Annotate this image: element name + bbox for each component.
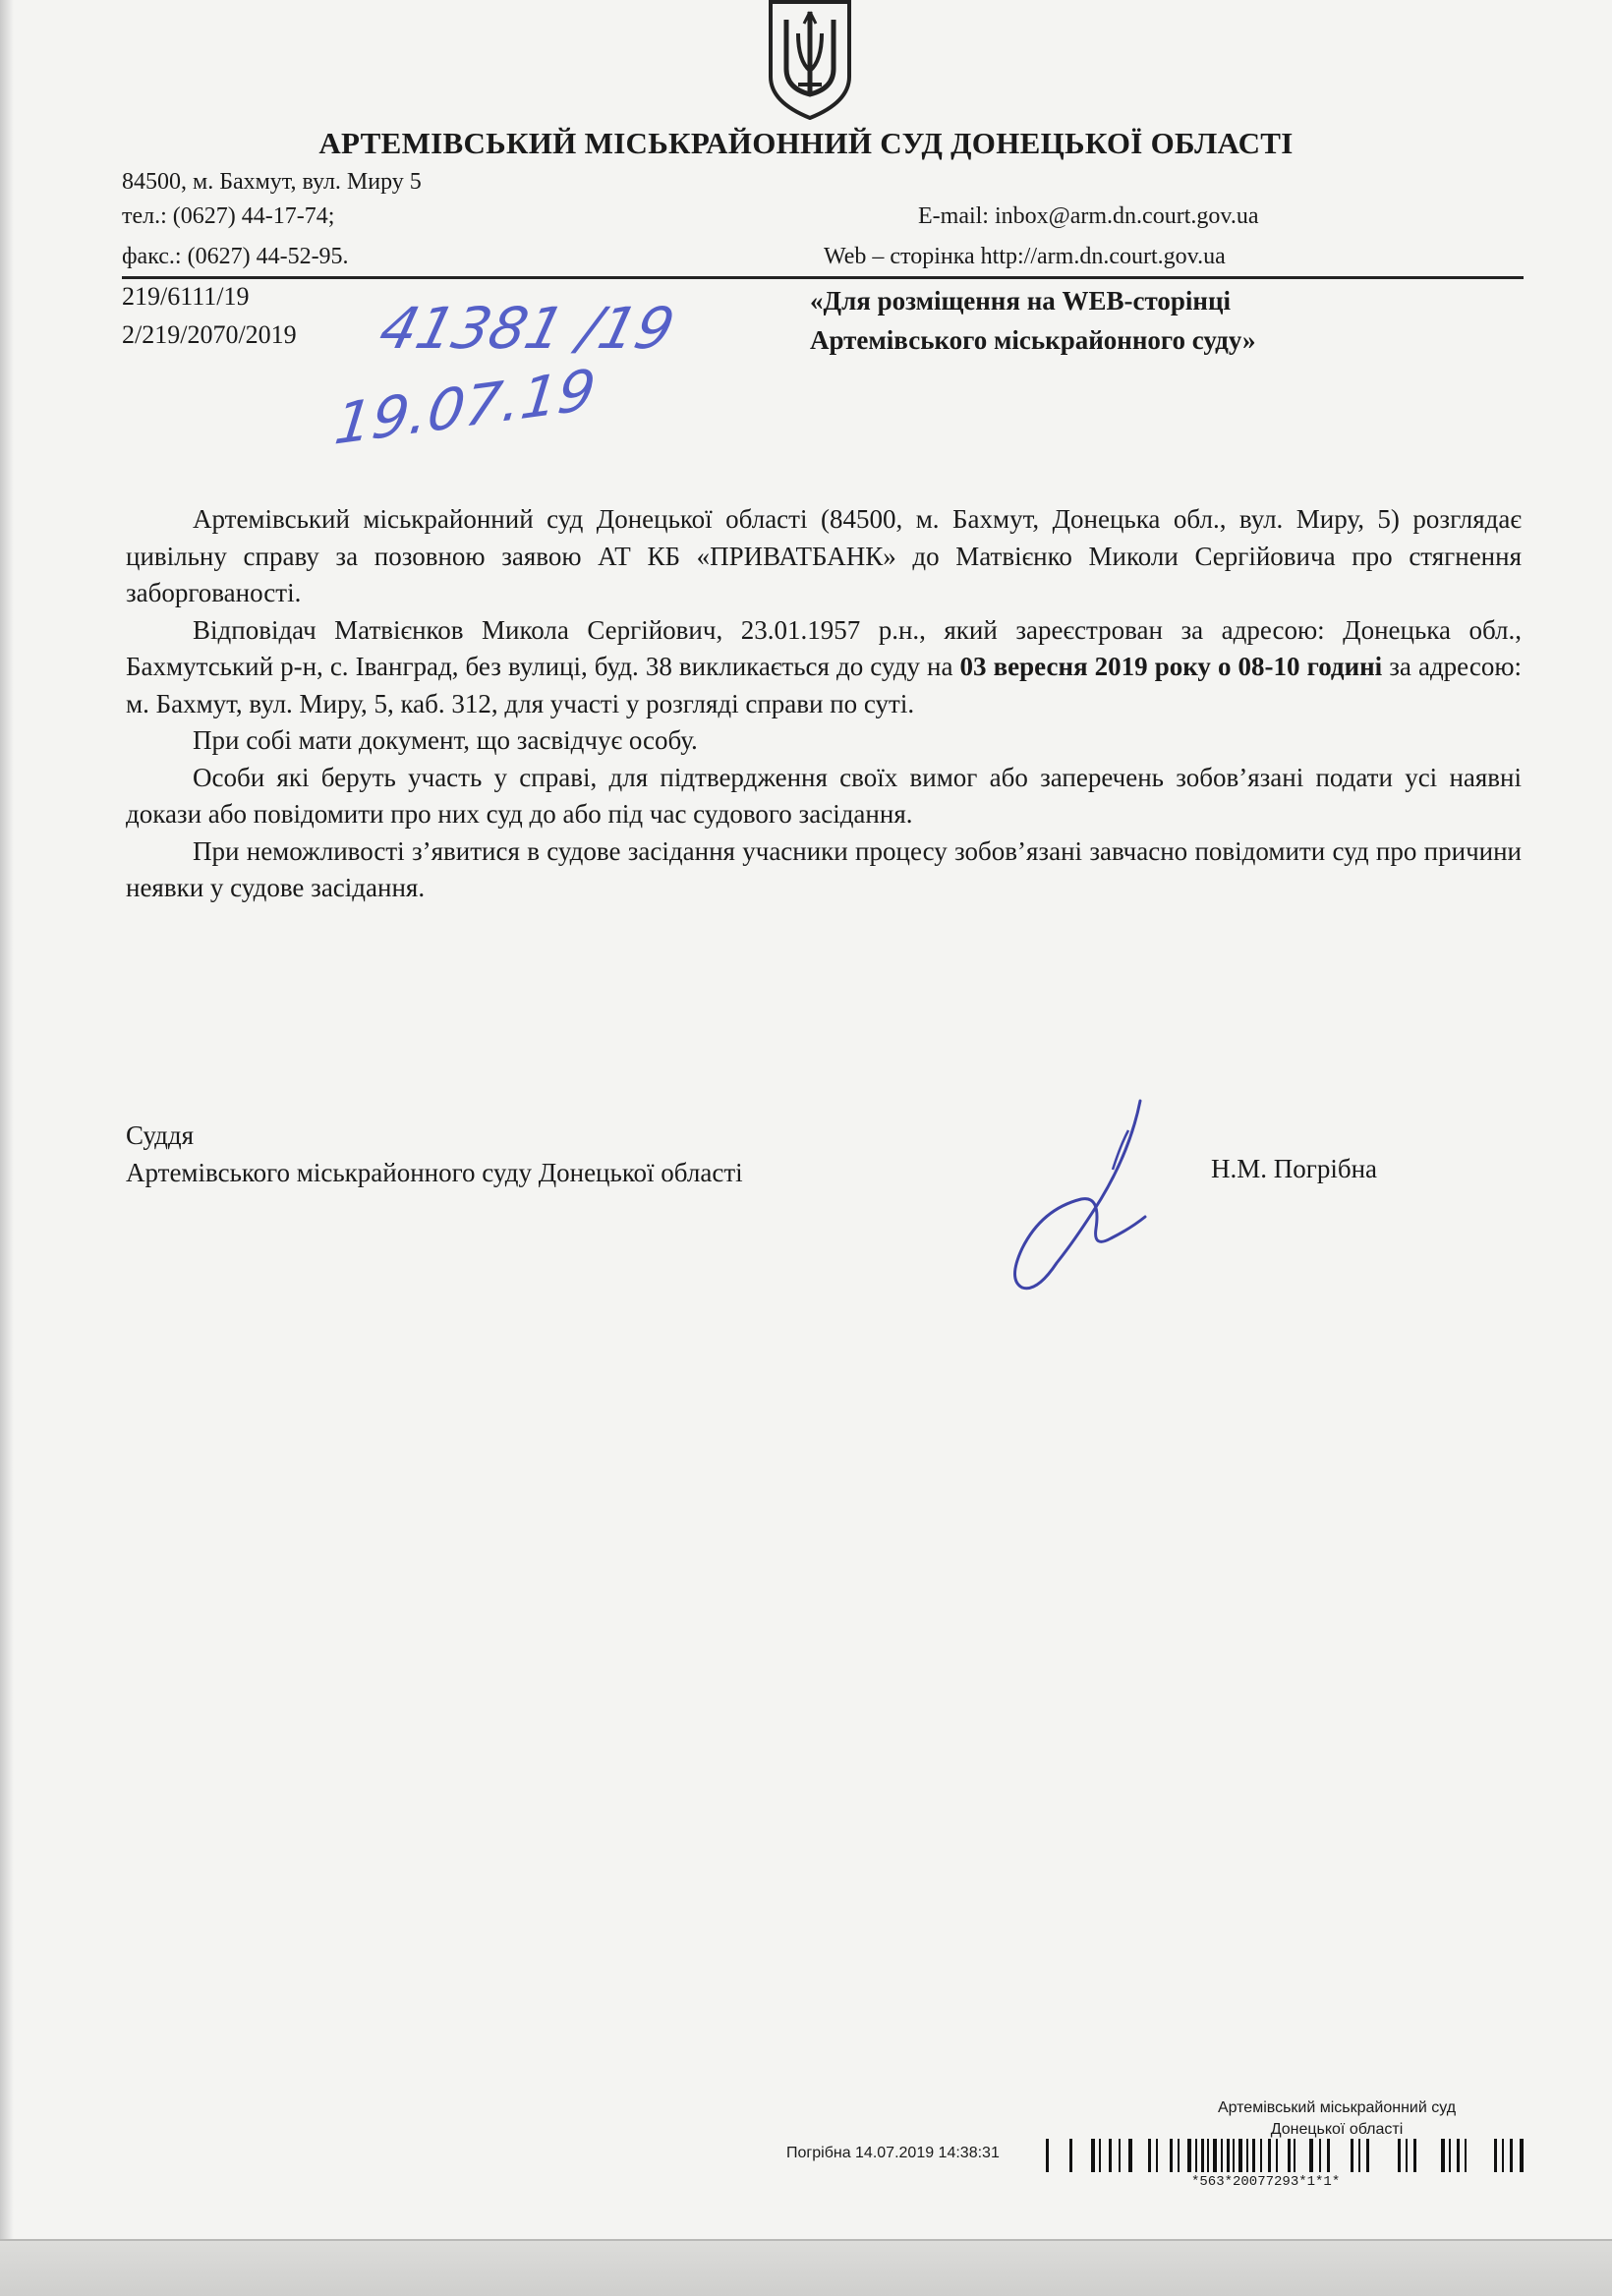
paragraph-summons bbox=[126, 612, 1522, 723]
scan-edge-shadow bbox=[0, 0, 14, 2294]
hearing-date: 03 вересня 2019 року о 08-10 годині bbox=[959, 652, 1383, 681]
court-address: 84500, м. Бахмут, вул. Миру 5 bbox=[122, 169, 422, 195]
paragraph-case-description: Артемівський міськрайонний суд Донецької області (84500, м. Бахмут, Донецька обл., вул. Миру, 5) розглядає цивільну справу за позовною заявою АТ КБ «ПРИВАТБАНК» до Матвієнко Миколи Сергійовича про стягнення заборгованості. bbox=[126, 504, 1522, 607]
barcode-text: *563*20077293*1*1* bbox=[1191, 2174, 1341, 2190]
e-stamp-court-line-1: Артемівський міськрайонний суд bbox=[1217, 2099, 1457, 2116]
web-publication-note bbox=[810, 281, 1256, 360]
court-fax: факс.: (0627) 44-52-95. bbox=[122, 244, 349, 269]
handwritten-signature bbox=[983, 1091, 1180, 1307]
court-web: Web – сторінка http://arm.dn.court.gov.ua bbox=[824, 244, 1226, 269]
scan-bottom-edge bbox=[0, 2239, 1612, 2296]
paragraph-id-document: При собі мати документ, що засвідчує особу. bbox=[193, 725, 698, 755]
notice-body bbox=[126, 501, 1522, 907]
e-stamp-court bbox=[1081, 2097, 1592, 2141]
court-phone: тел.: (0627) 44-17-74; bbox=[122, 203, 335, 229]
e-stamp-signature: Погрібна 14.07.2019 14:38:31 bbox=[786, 2145, 1000, 2161]
judge-title: Суддя bbox=[126, 1120, 195, 1150]
summons-text-start: Відповідач Матвієнков Микола Сергійович, 23.01.1957 р.н., який зареєстрован за адресою: Донецька обл., Бахмутський р-н, с. Іванград, без вулиці, буд. 38 викликається до суду на bbox=[126, 614, 1522, 681]
summons-text-end: за адресою: м. Бахмут, вул. Миру, 5, каб. 312, для участі у розгляді справи по суті. bbox=[126, 652, 1522, 718]
judge-court: Артемівського міськрайонного суду Донецької області bbox=[126, 1158, 743, 1187]
court-title: АРТЕМІВСЬКИЙ МІСЬКРАЙОННИЙ СУД ДОНЕЦЬКОЇ ОБЛАСТІ bbox=[318, 126, 1294, 160]
signature-block bbox=[126, 1117, 743, 1191]
trident-emblem-icon bbox=[763, 0, 857, 120]
barcode-icon bbox=[1046, 2139, 1527, 2172]
paragraph-absence: При неможливості з’явитися в судове засідання учасники процесу зобов’язані завчасно повідомити суд про причини неявки у судове засідання. bbox=[126, 835, 1522, 902]
e-stamp-court-line-2: Донецької області bbox=[1270, 2121, 1404, 2138]
header-rule bbox=[122, 276, 1524, 279]
handwritten-incoming-number: 41381 /19 bbox=[373, 295, 681, 362]
court-email: E-mail: inbox@arm.dn.court.gov.ua bbox=[918, 203, 1259, 229]
web-note-line-2: Артемівського міськрайонного суду» bbox=[810, 325, 1256, 355]
judge-name: Н.М. Погрібна bbox=[1211, 1154, 1378, 1183]
paragraph-evidence: Особи які беруть участь у справі, для підтвердження своїх вимог або заперечень зобов’язані подати усі наявні докази або повідомити про них суд до або під час судового засідання. bbox=[126, 762, 1522, 829]
case-number-2: 2/219/2070/2019 bbox=[122, 320, 297, 349]
case-number-1: 219/6111/19 bbox=[122, 282, 250, 311]
handwritten-date: 19.07.19 bbox=[331, 356, 600, 458]
web-note-line-1: «Для розміщення на WEB-сторінці bbox=[810, 286, 1232, 316]
